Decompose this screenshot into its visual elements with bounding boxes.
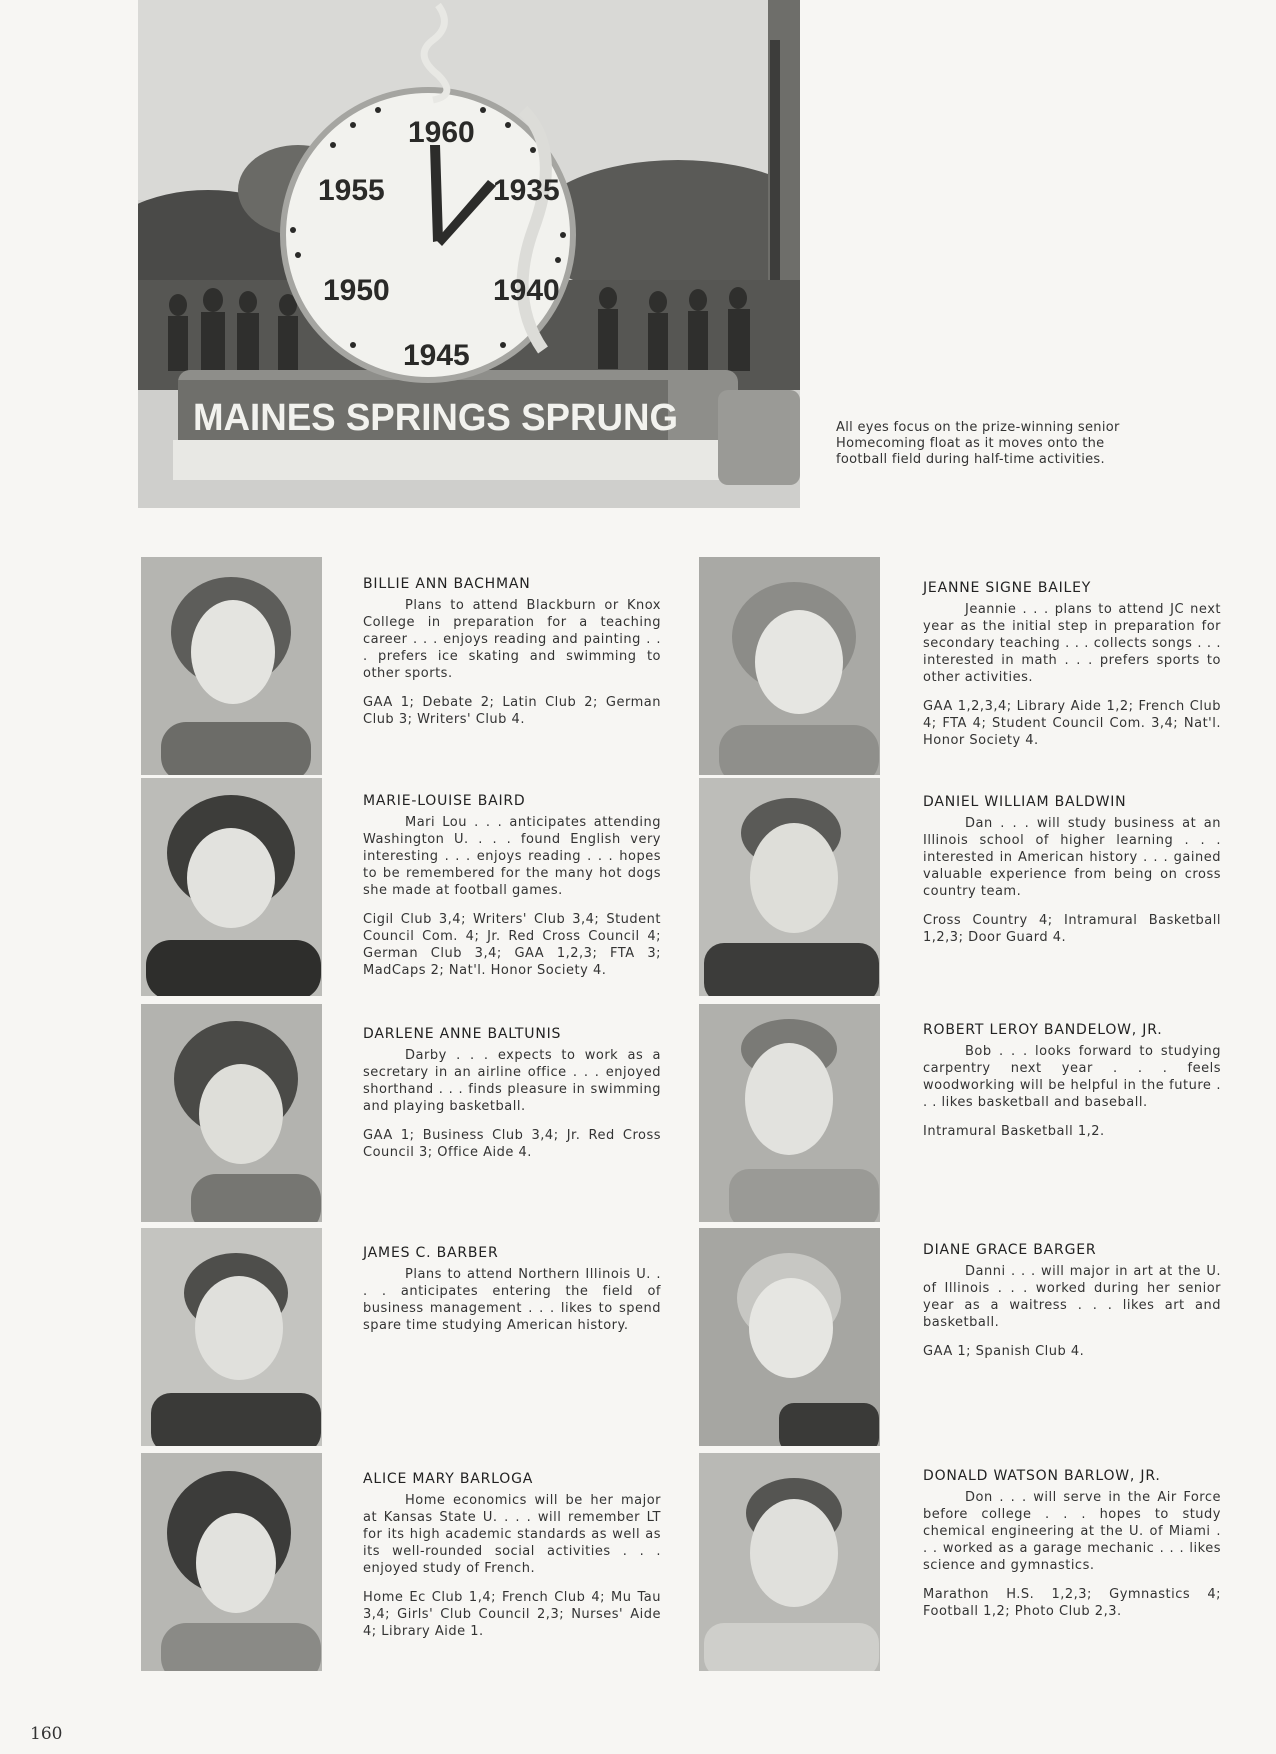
senior-portrait	[141, 1004, 322, 1222]
clock-number: 1945	[403, 339, 470, 372]
portrait-drawing	[141, 778, 322, 996]
senior-bio: Danni . . . will major in art at the U. of Illinois . . . worked during her senior year as a waitress . . . likes art and basketball.	[923, 1264, 1221, 1330]
senior-portrait	[141, 1228, 322, 1446]
senior-activities: Cross Country 4; Intramural Basketball 1,2,3; Door Guard 4.	[923, 913, 1221, 945]
senior-name: DARLENE ANNE BALTUNIS	[363, 1026, 562, 1042]
senior-entry	[363, 1244, 661, 1334]
senior-name: JEANNE SIGNE BAILEY	[923, 580, 1092, 596]
clock-number: 1955	[318, 174, 385, 207]
senior-portrait	[699, 778, 880, 996]
senior-bio: Mari Lou . . . anticipates attending Washington U. . . . found English very interesting . . . enjoys reading . . . hopes to be remembered for the many hot dogs she made at football games.	[363, 815, 661, 898]
senior-activities: Intramural Basketball 1,2.	[923, 1124, 1105, 1139]
float-banner: MAINES SPRINGS SPRUNG	[193, 397, 678, 439]
senior-entry	[923, 1241, 1221, 1360]
portrait-drawing	[141, 1453, 322, 1671]
senior-bio: Dan . . . will study business at an Illinois school of higher learning . . . interested in American history . . . gained valuable experience from being on cross country team.	[923, 816, 1221, 899]
float-photo-drawing	[138, 0, 800, 508]
senior-activities: Cigil Club 3,4; Writers' Club 3,4; Student Council Com. 4; Jr. Red Cross Council 4; German Club 3,4; GAA 1,2,3; FTA 3; MadCaps 2; Nat'l. Honor Society 4.	[363, 912, 661, 978]
senior-entry	[363, 575, 661, 728]
senior-bio: Home economics will be her major at Kansas State U. . . . will remember LT for its high academic standards as well as its well-rounded social activities . . . enjoyed study of French.	[363, 1493, 661, 1576]
senior-portrait	[699, 1453, 880, 1671]
page-number: 160	[30, 1724, 63, 1744]
senior-activities: GAA 1; Spanish Club 4.	[923, 1344, 1085, 1359]
homecoming-float-photo	[138, 0, 800, 508]
senior-activities: GAA 1,2,3,4; Library Aide 1,2; French Club 4; FTA 4; Student Council Com. 3,4; Nat'l. Honor Society 4.	[923, 699, 1221, 748]
portrait-drawing	[699, 1453, 880, 1671]
senior-activities: GAA 1; Business Club 3,4; Jr. Red Cross Council 3; Office Aide 4.	[363, 1128, 661, 1160]
senior-name: ROBERT LEROY BANDELOW, JR.	[923, 1022, 1163, 1038]
clock-number: 1960	[408, 116, 475, 149]
senior-name: ALICE MARY BARLOGA	[363, 1471, 534, 1487]
senior-name: DANIEL WILLIAM BALDWIN	[923, 794, 1127, 810]
senior-entry	[363, 792, 661, 979]
clock-number: 1950	[323, 274, 390, 307]
senior-bio: Bob . . . looks forward to studying carpentry next year . . . feels woodworking will be helpful in the future . . . likes basketball and baseball.	[923, 1044, 1221, 1110]
portrait-drawing	[141, 1228, 322, 1446]
portrait-drawing	[699, 778, 880, 996]
senior-bio: Darby . . . expects to work as a secretary in an airline office . . . enjoyed shorthand . . . finds pleasure in swimming and playing basketball.	[363, 1048, 661, 1114]
senior-entry	[923, 1467, 1221, 1620]
senior-portrait	[141, 778, 322, 996]
portrait-drawing	[141, 1004, 322, 1222]
senior-activities: Home Ec Club 1,4; French Club 4; Mu Tau 3,4; Girls' Club Council 2,3; Nurses' Aide 4; Library Aide 1.	[363, 1590, 661, 1639]
senior-bio: Plans to attend Northern Illinois U. . . . anticipates entering the field of business management . . . likes to spend spare time studying American history.	[363, 1267, 661, 1333]
senior-portrait	[141, 1453, 322, 1671]
clock-number: 1935	[493, 174, 560, 207]
senior-name: MARIE-LOUISE BAIRD	[363, 793, 526, 809]
photo-caption: All eyes focus on the prize-winning senior Homecoming float as it moves onto the football field during half-time activities.	[836, 420, 1120, 467]
clock-number: 1940	[493, 274, 560, 307]
senior-name: JAMES C. BARBER	[363, 1245, 499, 1261]
senior-portrait	[699, 1004, 880, 1222]
senior-bio: Jeannie . . . plans to attend JC next year as the initial step in preparation for secondary teaching . . . collects songs . . . interested in math . . . prefers sports to other activities.	[923, 602, 1221, 685]
senior-name: DIANE GRACE BARGER	[923, 1242, 1097, 1258]
portrait-drawing	[699, 1228, 880, 1446]
portrait-drawing	[699, 1004, 880, 1222]
senior-entry	[923, 793, 1221, 946]
portrait-drawing	[699, 557, 880, 775]
senior-activities: GAA 1; Debate 2; Latin Club 2; German Club 3; Writers' Club 4.	[363, 695, 661, 727]
senior-entry	[923, 1021, 1221, 1140]
senior-bio: Plans to attend Blackburn or Knox College in preparation for a teaching career . . . enjoys reading and painting . . . prefers ice skating and swimming to other sports.	[363, 598, 661, 681]
senior-name: DONALD WATSON BARLOW, JR.	[923, 1468, 1161, 1484]
senior-entry	[363, 1470, 661, 1640]
senior-portrait	[699, 1228, 880, 1446]
senior-entry	[363, 1025, 661, 1161]
senior-portrait	[699, 557, 880, 775]
portrait-drawing	[141, 557, 322, 775]
senior-bio: Don . . . will serve in the Air Force before college . . . hopes to study chemical engineering at the U. of Miami . . . worked as a garage mechanic . . . likes science and gymnastics.	[923, 1490, 1221, 1573]
senior-portrait	[141, 557, 322, 775]
senior-name: BILLIE ANN BACHMAN	[363, 576, 531, 592]
senior-activities: Marathon H.S. 1,2,3; Gymnastics 4; Football 1,2; Photo Club 2,3.	[923, 1587, 1221, 1619]
senior-entry	[923, 579, 1221, 749]
